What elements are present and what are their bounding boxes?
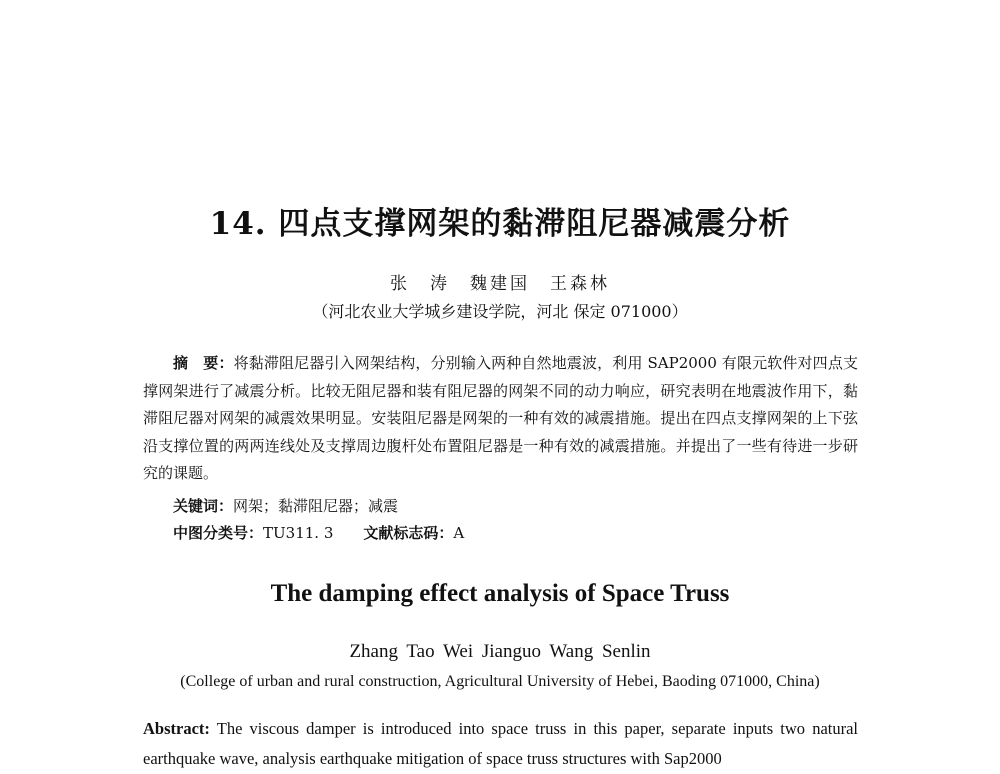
chinese-keywords (173, 495, 398, 516)
chinese-abstract-label: 摘 要： (173, 354, 234, 372)
keywords-text: 网架；黏滞阻尼器；减震 (233, 497, 399, 515)
keywords-label: 关键词： (173, 497, 234, 515)
english-abstract (143, 714, 858, 774)
english-title: The damping effect analysis of Space Truss (270, 580, 730, 607)
chinese-authors: 张 涛 魏建国 王森林 (390, 274, 610, 294)
doc-code-value: A (453, 524, 465, 542)
english-affiliation: (College of urban and rural construction, Agricultural University of Hebei, Baoding 071000, China) (180, 673, 820, 690)
clc-value: TU311. 3 (263, 524, 334, 542)
chinese-affiliation: （河北农业大学城乡建设学院，河北 保定 071000） (312, 302, 688, 321)
english-abstract-label: Abstract: (143, 719, 210, 738)
chinese-abstract (143, 350, 858, 488)
clc-label: 中图分类号： (173, 524, 264, 542)
chinese-abstract-text: 将黏滞阻尼器引入网架结构，分别输入两种自然地震波，利用 SAP2000 有限元软件对四点支撑网架进行了减震分析。比较无阻尼器和装有阻尼器的网架不同的动力响应，研究表明在地震波作用下，黏滞阻尼器对网架的减震效果明显。安装阻尼器是网架的一种有效的减震措施。提出在四点支撑网架的上下弦沿支撑位置的两两连线处及支撑周边腹杆处布置阻尼器是一种有效的减震措施。并提出了一些有待进一步研究的课题。 (143, 354, 858, 482)
chinese-title: 14. 四点支撑网架的黏滞阻尼器减震分析 (209, 206, 791, 242)
english-authors: Zhang Tao Wei Jianguo Wang Senlin (349, 641, 651, 662)
doc-code-label: 文献标志码： (363, 524, 454, 542)
classification-line (173, 522, 464, 543)
english-abstract-text: The viscous damper is introduced into space truss in this paper, separate inputs two natural earthquake wave, analysis earthquake mitigation of space truss structures with Sap2000 (143, 719, 859, 768)
